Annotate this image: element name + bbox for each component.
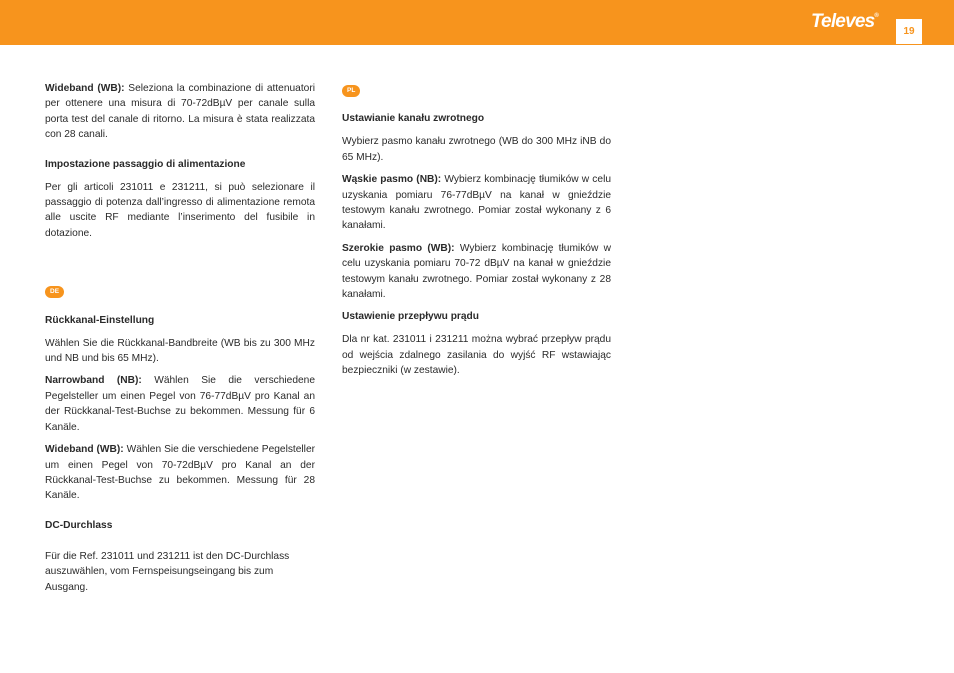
- page-number: 19: [896, 19, 922, 44]
- pl-wideband-paragraph: [342, 241, 611, 303]
- it-power-heading: Impostazione passaggio di alimentazione: [45, 158, 246, 170]
- de-narrowband-paragraph: [45, 373, 315, 435]
- pl-wideband-label: Szerokie pasmo (WB):: [342, 242, 455, 254]
- de-dc-heading: DC-Durchlass: [45, 519, 113, 531]
- de-wideband-label: Wideband (WB):: [45, 444, 124, 456]
- it-power-paragraph: Per gli articoli 231011 e 231211, si può selezionare il passaggio di potenza dall’ingresso di alimentazione remota alle uscite RF mediante l’inserimento del fusibile in dotazione.: [45, 181, 315, 239]
- left-column: [45, 81, 315, 602]
- pl-power-heading: Ustawienie przepływu prądu: [342, 311, 479, 323]
- pl-narrowband-text: Wybierz kombinację tłumików w celu uzyskania pomiaru 76-77dBµV na kanał w gnieździe testowym kanału zwrotnego. Pomiar został wykonany z 6 kanałami.: [342, 174, 611, 232]
- page-header: [0, 0, 954, 45]
- pl-power-paragraph: Dla nr kat. 231011 i 231211 można wybrać przepływ prądu od wejścia zdalnego zasilania do wyjść RF wstawiając bezpieczniki (w zestawie).: [342, 334, 611, 377]
- pl-wideband-text: Wybierz kombinację tłumików w celu uzyskania pomiaru 70-72 dBµV na kanał w gnieździe testowym kanału zwrotnego. Pomiar został wykonany z 28 kanałami.: [342, 242, 611, 301]
- televes-logo: [811, 11, 878, 33]
- de-intro-paragraph: Wählen Sie die Rückkanal-Bandbreite (WB bis zu 300 MHz und NB und bis 65 MHz).: [45, 337, 315, 365]
- right-column: [342, 82, 611, 386]
- de-language-badge: DE: [45, 286, 64, 298]
- de-wideband-text: Wählen Sie die verschiedene Pegelsteller um einen Pegel von 70-72dBµV pro Kanal an der Rückkanal-Test-Buchse zu bekommen. Messung für 28 Kanäle.: [45, 444, 316, 502]
- pl-section-marker: [342, 82, 611, 97]
- de-wideband-paragraph: [45, 442, 315, 504]
- it-wideband-text: Seleziona la combinazione di attenuatori per ottenere una misura di 70-72dBµV per canale sulla porta test del canale di ritorno. La misura è stata realizzata con 28 canali.: [45, 83, 315, 141]
- it-wideband-paragraph: [45, 81, 315, 143]
- pl-intro-paragraph: Wybierz pasmo kanału zwrotnego (WB do 300 MHz iNB do 65 MHz).: [342, 136, 611, 163]
- pl-language-badge: PL: [342, 85, 360, 97]
- pl-return-channel-heading: Ustawianie kanału zwrotnego: [342, 113, 485, 125]
- pl-narrowband-paragraph: [342, 172, 611, 234]
- de-return-channel-heading: Rückkanal-Einstellung: [45, 314, 155, 326]
- de-narrowband-label: Narrowband (NB):: [45, 375, 142, 387]
- de-narrowband-text: Wählen Sie die verschiedene Pegelsteller um einen Pegel von 76-77dBµV pro Kanal an der Rückkanal-Test-Buchse zu bekommen. Messung für 6 Kanäle.: [45, 375, 316, 433]
- pl-narrowband-label: Wąskie pasmo (NB):: [342, 174, 442, 186]
- brand-name: Televes: [810, 11, 875, 32]
- it-wideband-label: Wideband (WB):: [45, 83, 125, 94]
- de-dc-paragraph: Für die Ref. 231011 und 231211 ist den DC-Durchlass auszuwählen, vom Fernspeisungseingang bis zum Ausgang.: [45, 550, 290, 593]
- de-section-marker: [45, 283, 315, 298]
- registered-mark: ®: [874, 13, 878, 19]
